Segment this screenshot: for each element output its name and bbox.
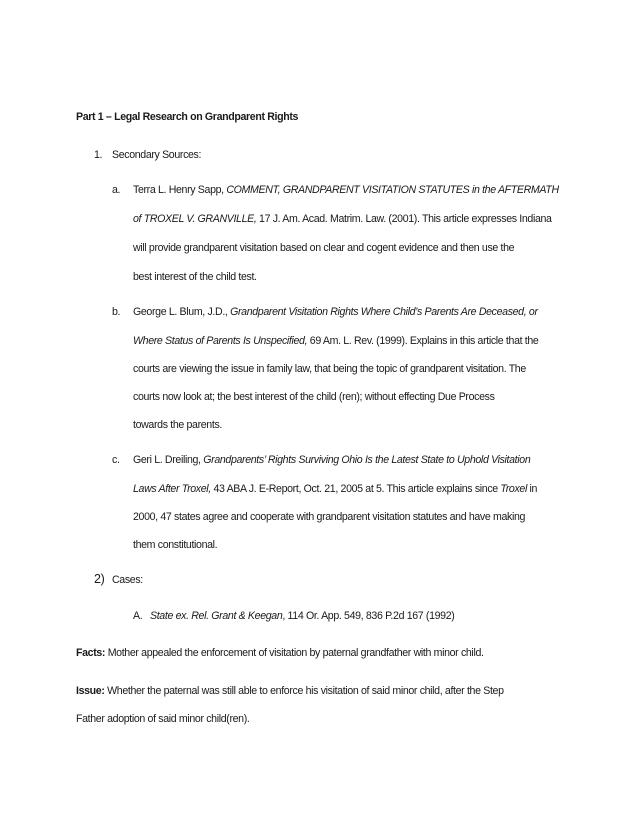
section-1-number: 1. [94,149,103,161]
item-c-line-1 [133,453,530,467]
item-a-line-4: best interest of the child test. [133,271,257,283]
issue-line-2: Father adoption of said minor child(ren). [76,713,250,725]
item-c-line-2 [133,482,537,496]
facts-line [76,646,484,660]
item-c-case-name: Troxel [500,483,527,495]
item-a-line-3: will provide grandparent visitation based on clear and cogent evidence and then use the [133,242,515,254]
item-b-letter: b. [112,306,121,318]
item-a-line-1 [133,183,559,197]
item-a-letter: a. [112,184,121,196]
item-b-title: Grandparent Visitation Rights Where Child’s Parents Are Deceased, or [230,306,538,318]
item-c-title-cont: Laws After Troxel, [133,483,211,495]
item-c-author: Geri L. Dreiling, [133,454,204,466]
item-c-line-3: 2000, 47 states agree and cooperate with grandparent visitation statutes and have making [133,511,526,523]
item-b-citation: 69 Am. L. Rev. (1999). Explains in this article that the [307,335,539,347]
case-a-name: State ex. Rel. Grant & Keegan [150,610,283,622]
case-a-line [150,609,454,623]
item-b-line-2 [133,334,538,348]
item-c-citation: 43 ABA J. E-Report, Oct. 21, 2005 at 5. This article explains since [210,483,501,495]
facts-label: Facts: [76,647,106,659]
issue-line-1 [76,684,504,698]
item-b-line-1 [133,305,538,319]
item-a-title-cont: of TROXEL V. GRANVILLE, [133,213,257,225]
item-b-line-3: courts are viewing the issue in family law, that being the topic of grandparent visitation. The [133,363,526,375]
page-heading: Part 1 – Legal Research on Grandparent Rights [76,111,299,123]
item-a-line-2 [133,212,552,226]
item-c-citation-end: in [526,483,538,495]
section-1-label: Secondary Sources: [112,149,202,161]
item-a-title: COMMENT, GRANDPARENT VISITATION STATUTES in the AFTERMATH [226,184,559,196]
issue-label: Issue: [76,685,105,697]
item-c-line-4: them constitutional. [133,539,218,551]
item-a-author: Terra L. Henry Sapp, [133,184,227,196]
item-c-title: Grandparents’ Rights Surviving Ohio Is the Latest State to Uphold Visitation [203,454,531,466]
section-2-label: Cases: [112,574,143,586]
item-b-line-4: courts now look at; the best interest of the child (ren); without effecting Due Process [133,391,495,403]
item-b-title-cont: Where Status of Parents Is Unspecified, [133,335,308,347]
item-c-letter: c. [112,454,120,466]
item-b-author: George L. Blum, J.D., [133,306,231,318]
case-a-citation: , 114 Or. App. 549, 836 P.2d 167 (1992) [282,610,455,622]
case-a-letter: A. [133,610,143,622]
item-b-line-5: towards the parents. [133,419,222,431]
section-2-number: 2) [94,572,105,586]
facts-text: Mother appealed the enforcement of visitation by paternal grandfather with minor child. [105,647,484,659]
item-a-citation: 17 J. Am. Acad. Matrim. Law. (2001). This article expresses Indiana [256,213,552,225]
issue-text: Whether the paternal was still able to enforce his visitation of said minor child, after the Step [104,685,504,697]
